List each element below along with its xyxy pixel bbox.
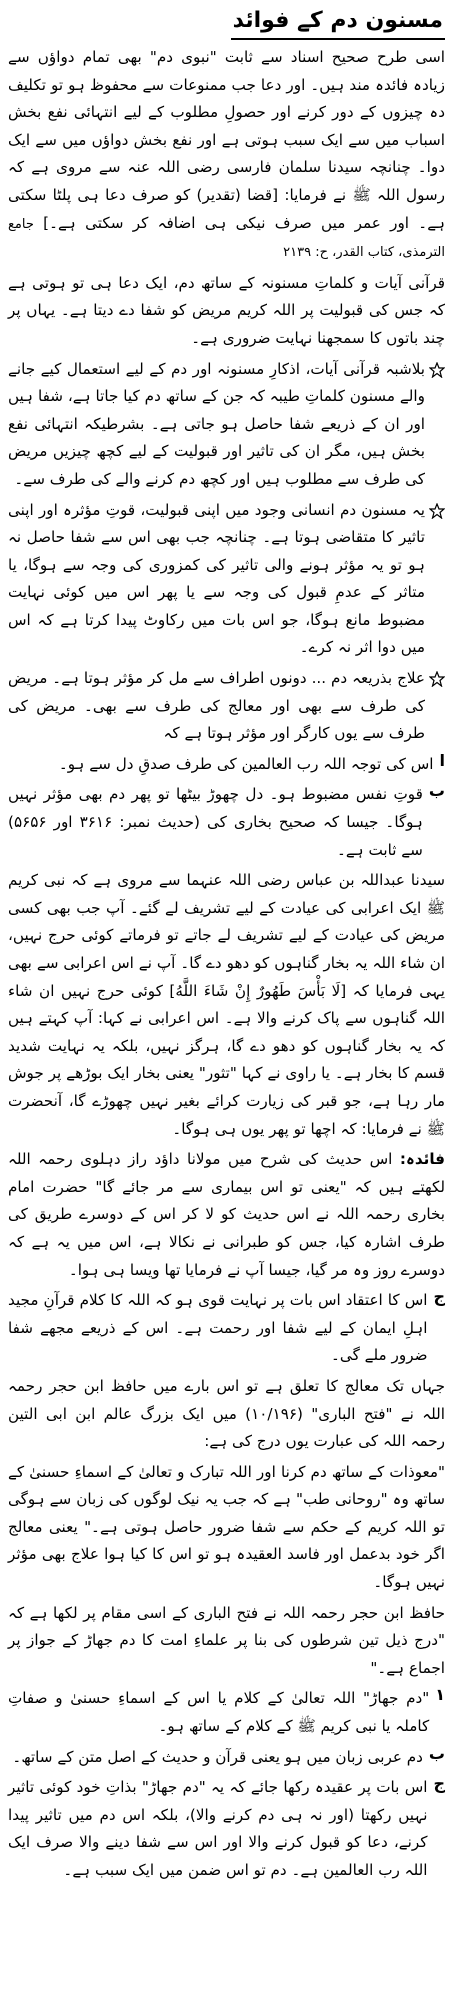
star-bullet-icon	[429, 503, 445, 519]
point-three	[8, 665, 445, 751]
requirement-one	[8, 1685, 445, 1743]
requirement-two	[8, 1744, 445, 1775]
hadith-paragraph: سیدنا عبداللہ بن عباس رضی اللہ عنہما سے مروی ہے کہ نبی کریم ﷺ ایک اعرابی کی عیادت کے لیے تشریف لے گئے۔ آپ جب بھی کسی مریض کی عیادت کے لیے تشریف لے جاتے تو فرماتے کوئی حرج نہیں، ان شاء اللہ یہ بخار گناہوں کو دھو دے گا۔ آپ نے اس اعرابی سے بھی یہی فرمایا کہ [لَا بَأْسَ طَهُورٌ إِنْ شَاءَ اللَّهُ] کوئی حرج نہیں ان شاء اللہ گناہوں سے پاک کرنے والا ہے۔ اس اعرابی نے کہا: آپ کہتے ہیں کہ یہ بخار گناہوں کو دھو دے گا، ہرگز نہیں، بلکہ یہ نہایت شدید قسم کا بخار ہے۔ یا راوی نے کہا "تثور" یعنی بخار ایک بوڑھے پر جوش مار رہا ہے، جو قبر کی زیارت کرائے بغیر نہیں چھوڑے گا، آنحضرت ﷺ نے فرمایا: کہ اچھا تو پھر یوں ہی ہوگا۔	[8, 871, 445, 1138]
section-heading: مسنون دم کے فوائد	[231, 6, 445, 40]
intro-paragraph	[8, 44, 445, 267]
requirement-two-label: ب	[428, 1743, 445, 1763]
point-one-text: بلاشبہ قرآنی آیات، اذکارِ مسنونہ اور دم کے لیے استعمال کیے جانے والے مسنون کلماتِ طیبہ کہ جن کے ساتھ دم کیا جاتا ہے، شفا ہیں اور ان کے ذریعے شفا حاصل ہو جاتی ہے۔ بشرطیکہ انتہائی نفع بخش ہیں، مگر ان کی تاثیر اور قبولیت کے لیے کچھ چیزیں مریض کی طرف سے مطلوب ہیں اور کچھ دم کرنے والے کی طرف سے۔	[8, 359, 425, 488]
condition-c-text: اس کا اعتقاد اس بات پر نہایت قوی ہو کہ اللہ کا کلام قرآنِ مجید اہلِ ایمان کے لیے شفا اور رحمت ہے۔ اس کے ذریعے مجھے شفا ضرور ملے گی۔	[8, 1291, 428, 1365]
consensus-paragraph: حافظ ابن حجر رحمہ اللہ نے فتح الباری کے اسی مقام پر لکھا ہے کہ "درج ذیل تین شرطوں کی بنا پر علماءِ امت کا دم جھاڑ کے جواز پر اجماع ہے۔"	[8, 1603, 445, 1677]
practitioner-paragraph: جہاں تک معالج کا تعلق ہے تو اس بارے میں حافظ ابن حجر رحمہ اللہ نے "فتح الباری" (۱۰/۱۹۶) میں ایک بزرگ عالم ابن ابی التین رحمہ اللہ کی عبارت یوں درج کی ہے:	[8, 1376, 445, 1451]
condition-c	[8, 1287, 445, 1373]
requirement-one-label: ۱	[435, 1685, 445, 1705]
condition-b-text: قوتِ نفس مضبوط ہو۔ دل چھوڑ بیٹھا تو پھر دم بھی مؤثر نہیں ہوگا۔ جیسا کہ صحیح بخاری کی (حدیث نمبر: ۳۶۱۶ اور ۵۶۵۶) سے ثابت ہے۔	[8, 785, 423, 859]
quotation-paragraph: "معوذات کے ساتھ دم کرنا اور اللہ تبارک و تعالیٰ کے اسماءِ حسنیٰ کے ساتھ وہ "روحانی طب" ہے کہ جب یہ نیک لوگوں کی زبان سے ہوگی تو اللہ کریم کے حکم سے شفا ضرور حاصل ہوتی ہے۔" یعنی معالج اگر خود بدعمل اور فاسد العقیدہ ہو تو اس کا کیا ہوا علاج بھی مؤثر نہیں ہوگا۔	[8, 1462, 445, 1592]
faida-text: اس حدیث کی شرح میں مولانا داؤد راز دہلوی رحمہ اللہ لکھتے ہیں کہ "یعنی تو اس بیماری سے مر جائے گا" حضرت امام بخاری رحمہ اللہ نے اس حدیث کو لا کر اس کے دوسرے طریق کی طرف اشارہ کیا، جس کو طبرانی نے نکالا ہے، اس میں یہ ہے کہ دوسرے روز وہ مر گیا، جیسا آپ نے فرمایا تھا ویسا ہی ہوا۔	[8, 1150, 445, 1279]
condition-a-text: اس کی توجہ اللہ رب العالمین کی طرف صدقِ دل سے ہو۔	[58, 754, 434, 773]
faida-paragraph	[8, 1146, 445, 1284]
hadith-reference: جامع الترمذی، کتاب القدر، ح: ۲۱۳۹	[8, 216, 445, 261]
intro-text: اسی طرح صحیح اسناد سے ثابت "نبوی دم" بھی تمام دواؤں سے زیادہ فائدہ مند ہیں۔ اور دعا جب ممنوعات سے محفوظ ہو تو تکلیف دہ چیزوں کے دور کرنے اور حصولِ مطلوب کے لیے انتہائی نفع بخش اسباب میں سے ایک سبب ہوتی ہے اور نفع بخش دواؤں میں سے ایک دوا۔ چنانچہ سیدنا سلمان فارسی رضی اللہ عنہ سے مروی ہے کہ رسول اللہ ﷺ نے فرمایا: [قضا (تقدیر) کو صرف دعا ہی پلٹا سکتی ہے۔ اور عمر میں صرف نیکی ہی اضافہ کر سکتی ہے۔]	[8, 48, 445, 232]
faida-label: فائدہ:	[399, 1150, 445, 1169]
condition-a-label: ا	[439, 750, 445, 770]
requirement-two-text: دم عربی زبان میں ہو یعنی قرآن و حدیث کے اصل متن کے ساتھ۔	[12, 1747, 423, 1766]
condition-b-label: ب	[428, 781, 445, 801]
condition-b	[8, 781, 445, 867]
condition-a	[8, 751, 445, 782]
requirement-three	[8, 1774, 445, 1887]
ruqyah-paragraph: قرآنی آیات و کلماتِ مسنونہ کے ساتھ دم، ایک دعا ہی تو ہوتی ہے کہ جس کی قبولیت پر اللہ کریم مریض کو شفا دے دیتا ہے۔ یہاں پر چند باتوں کا سمجھنا نہایت ضروری ہے۔	[8, 273, 445, 347]
requirement-one-text: "دم جھاڑ" اللہ تعالیٰ کے کلام یا اس کے اسماءِ حسنیٰ و صفاتِ کاملہ یا نبی کریم ﷺ کے کلام کے ساتھ ہو۔	[8, 1689, 430, 1736]
point-three-text: علاج بذریعہ دم ... دونوں اطراف سے مل کر مؤثر ہوتا ہے۔ مریض کی طرف سے بھی اور معالج کی طرف سے بھی۔ مریض کی طرف سے یوں کارگر اور مؤثر ہوتا ہے کہ	[8, 669, 425, 743]
star-bullet-icon	[429, 362, 445, 378]
star-bullet-icon	[429, 671, 445, 687]
point-one	[8, 356, 445, 497]
condition-c-label: ج	[433, 1287, 445, 1307]
point-two-text: یہ مسنون دم انسانی وجود میں اپنی قبولیت، قوتِ مؤثرہ اور اپنی تاثیر کا متقاضی ہوتا ہے۔ چنانچہ جب بھی اس سے شفا حاصل نہ ہو تو یہ مؤثر ہونے والی تاثیر کی کمزوری کی وجہ سے ہوگا، یا متاثر کے عدمِ قبول کی وجہ سے یا پھر اس میں کوئی نہایت مضبوط مانع ہوگا، جو اس بات میں رکاوٹ پیدا کرتا ہے کہ اس میں دوا اثر نہ کرے۔	[8, 500, 425, 657]
requirement-three-label: ج	[433, 1774, 445, 1794]
point-two	[8, 497, 445, 666]
requirement-three-text: اس بات پر عقیدہ رکھا جائے کہ یہ "دم جھاڑ" بذاتِ خود کوئی تاثیر نہیں رکھتا (اور نہ ہی دم کرنے والا)، بلکہ اس دم میں تاثیر پیدا کرنے، دعا کو قبول کرنے والا اور اس سے شفا دینے والا صرف ایک اللہ رب العالمین ہے۔ دم تو اس ضمن میں ایک سبب ہے۔	[8, 1778, 428, 1879]
